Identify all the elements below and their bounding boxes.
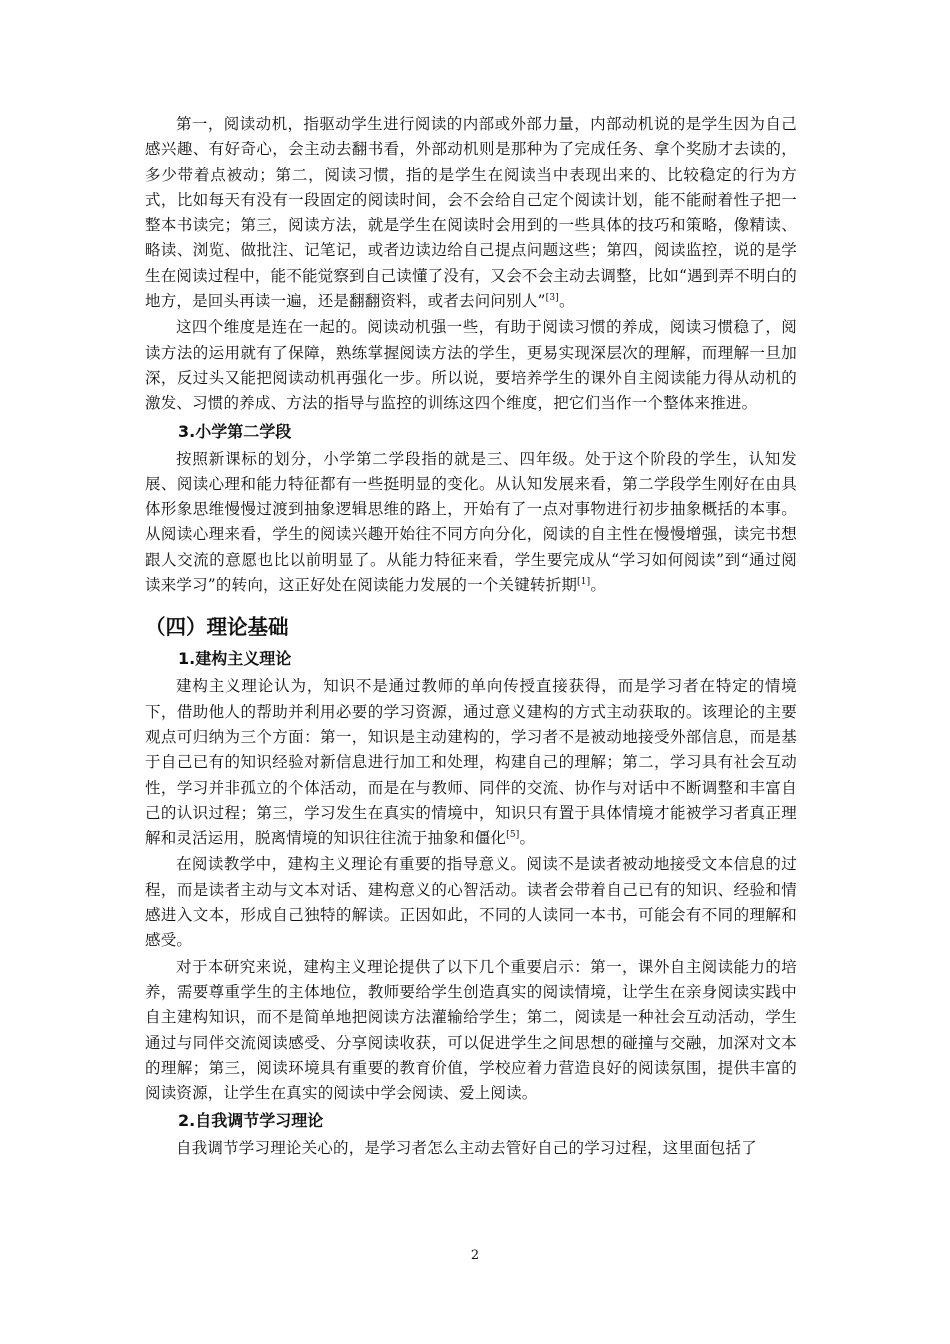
paragraph-reading-dimensions: 第一，阅读动机，指驱动学生进行阅读的内部或外部力量，内部动机说的是学生因为自己感兴趣、有好奇心，会主动去翻书看，外部动机则是那种为了完成任务、拿个奖励才去读的，多少带着点被动；第二，阅读习惯，指的是学生在阅读当中表现出来的、比较稳定的行为方式，比如每天有没有一段固定的阅读时间，会不会给自己定个阅读计划，能不能耐着性子把一整本书读完；第三，阅读方法，就是学生在阅读时会用到的一些具体的技巧和策略，像精读、略读、浏览、做批注、记笔记，或者边读边给自己提点问题这些；第四，阅读监控，说的是学生在阅读过程中，能不能觉察到自己读懂了没有，又会不会主动去调整，比如“遇到弄不明白的地方，是回头再读一遍，还是翻翻资料，或者去问问别人”[3]。: [145, 115, 797, 311]
citation-1: [1]: [577, 576, 591, 587]
paragraph-self-regulated-learning: 自我调节学习理论关心的，是学习者怎么主动去管好自己的学习过程，这里面包括了: [176, 1139, 757, 1158]
paragraph-reading-teaching: 在阅读教学中，建构主义理论有重要的指导意义。阅读不是读者被动地接受文本信息的过程，而是读者主动与文本对话、建构意义的心智活动。读者会带着自己已有的知识、经验和情感进入文本，形成自己独特的解读。正因如此，不同的人读同一本书，可能会有不同的理解和感受。: [145, 855, 797, 950]
document-page: [145, 112, 797, 1163]
heading-constructivism: 1.建构主义理论: [178, 649, 292, 669]
paragraph-dimensions-connected: 这四个维度是连在一起的。阅读动机强一些，有助于阅读习惯的养成，阅读习惯稳了，阅读方法的运用就有了保障，熟练掌握阅读方法的学生，更易实现深层次的理解，而理解一旦加深，反过头又能把阅读动机再强化一步。所以说，要培养学生的课外自主阅读能力得从动机的激发、习惯的养成、方法的指导与监控的训练这四个维度，把它们当作一个整体来推进。: [145, 318, 797, 413]
heading-self-regulated-learning: 2.自我调节学习理论: [178, 1111, 324, 1131]
citation-5: [5]: [506, 829, 520, 840]
page-number: 2: [470, 1248, 480, 1263]
paragraph-second-stage: 按照新课标的划分，小学第二学段指的就是三、四年级。处于这个阶段的学生，认知发展、阅读心理和能力特征都有一些挺明显的变化。从认知发展来看，第二学段学生刚好在由具体形象思维慢慢过渡到抽象逻辑思维的路上，开始有了一点对事物进行初步抽象概括的本事。从阅读心理来看，学生的阅读兴趣开始往不同方向分化，阅读的自主性在慢慢增强，读完书想跟人交流的意愿也比以前明显了。从能力特征来看，学生要完成从“学习如何阅读”到“通过阅读来学习”的转向，这正好处在阅读能力发展的一个关键转折期[1]。: [145, 449, 797, 595]
heading-second-stage: 3.小学第二学段: [178, 421, 292, 441]
citation-3: [3]: [545, 292, 559, 303]
paragraph-constructivism-overview: 建构主义理论认为，知识不是通过教师的单向传授直接获得，而是学习者在特定的情境下，借助他人的帮助并利用必要的学习资源，通过意义建构的方式主动获取的。该理论的主要观点可归纳为三个方面：第一，知识是主动建构的，学习者不是被动地接受外部信息，而是基于自己已有的知识经验对新信息进行加工和处理，构建自己的理解；第二，学习具有社会互动性，学习并非孤立的个体活动，而是在与教师、同伴的交流、协作与对话中不断调整和丰富自己的认识过程；第三，学习发生在真实的情境中，知识只有置于具体情境才能被学习者真正理解和灵活运用，脱离情境的知识往往流于抽象和僵化[5]。: [145, 677, 797, 848]
paragraph-research-implications: 对于本研究来说，建构主义理论提供了以下几个重要启示：第一，课外自主阅读能力的培养，需要尊重学生的主体地位，教师要给学生创造真实的阅读情境，让学生在亲身阅读实践中自主建构知识，而不是简单地把阅读方法灌输给学生；第二，阅读是一种社会互动活动，学生通过与同伴交流阅读感受、分享阅读收获，可以促进学生之间思想的碰撞与交融，加深对文本的理解；第三，阅读环境具有重要的教育价值，学校应着力营造良好的阅读氛围，提供丰富的阅读资源，让学生在真实的阅读中学会阅读、爱上阅读。: [145, 957, 797, 1103]
heading-theoretical-basis: （四）理论基础: [145, 615, 289, 640]
